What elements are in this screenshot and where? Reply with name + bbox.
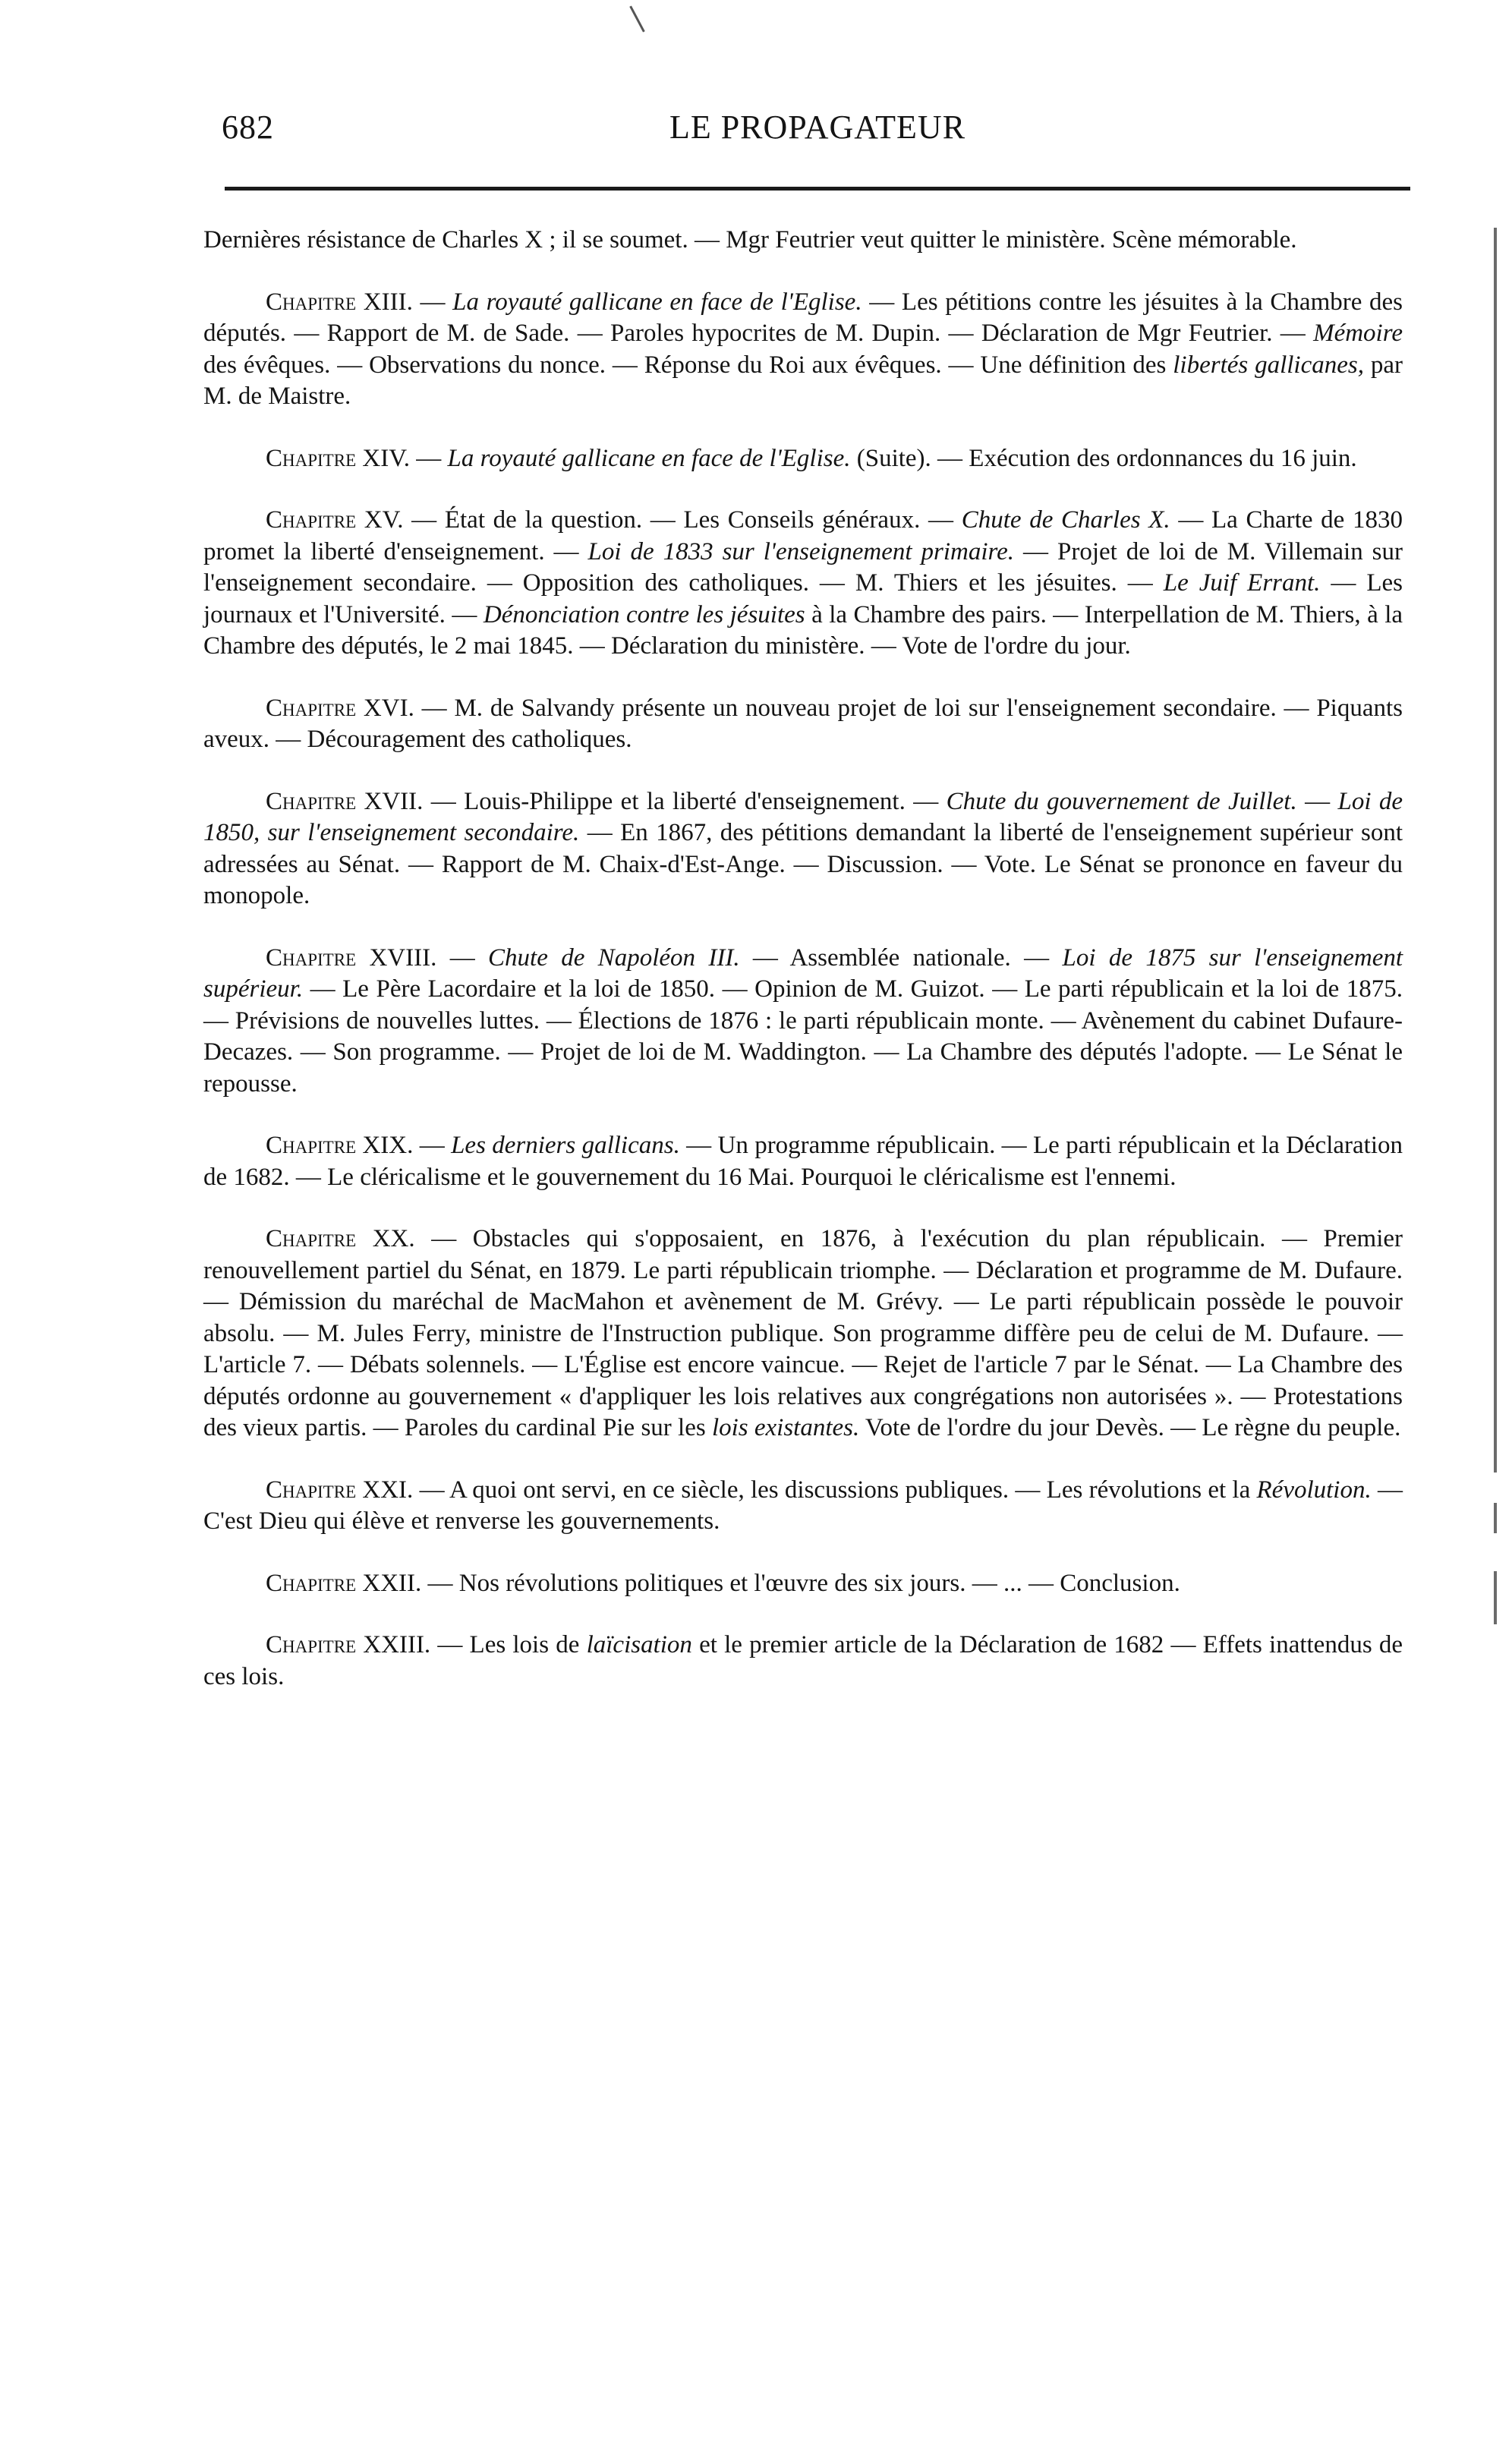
chapter-label: Chapitre XVII.: [266, 787, 424, 815]
chapter-title: La royauté gallicane en face de l'Eglise.: [452, 288, 862, 316]
chapter-17: [203, 786, 1403, 912]
chapter-22: [203, 1568, 1403, 1600]
table-of-contents-text: [203, 225, 1403, 1693]
intro-paragraph: [203, 225, 1403, 257]
chapter-label: Chapitre XXIII.: [266, 1631, 431, 1658]
chapter-text: —: [1305, 787, 1331, 815]
chapter-19: [203, 1130, 1403, 1193]
chapter-16: [203, 693, 1403, 756]
chapter-text: — Obstacles qui s'opposaient, en 1876, à l'exécution du plan républicain. — Premier renouvellement partiel du Sénat, en 1879. Le parti républicain triomphe. — Déclaration et programme de M. Dufaure. — Démission du maréchal de MacMahon et avènement de M. Grévy. — Le parti républicain possède le pouvoir absolu. — M. Jules Ferry, ministre de l'Instruction publique. Son programme diffère peu de celui de M. Dufaure. — L'article 7. — Débats solennels. — L'Église est encore vaincue. — Rejet de l'article 7 par le Sénat. — La Chambre des députés ordonne au gouvernement « d'appliquer les lois relatives aux congrégations non autorisées ». — Protestations des vieux partis. — Paroles du cardinal Pie sur les: [203, 1225, 1403, 1441]
chapter-text: par M. de Maistre.: [203, 351, 1403, 410]
margin-line: [1494, 1571, 1497, 1624]
chapter-20: [203, 1224, 1403, 1444]
chapter-emphasis: Loi de 1833 sur l'enseignement primaire.: [587, 537, 1015, 565]
chapter-emphasis: Les derniers gallicans.: [451, 1132, 680, 1159]
chapter-14: Chapitre XIV. — La royauté gallicane en face de l'Eglise. (Suite). — Exécution des ordonnances du 16 juin.: [266, 444, 1357, 472]
chapter-emphasis: Mémoire: [1313, 320, 1403, 347]
chapter-18: [203, 943, 1403, 1101]
chapter-text: — En 1867, des pétitions demandant la liberté de l'enseignement supérieur sont adressées au Sénat. — Rapport de M. Chaix-d'Est-Ange. — Discussion. — Vote. Le Sénat se prononce en faveur du monopole.: [203, 819, 1403, 909]
chapter-emphasis: Dénonciation contre les jésuites: [483, 600, 805, 628]
page-header: [222, 106, 1413, 159]
intro-text: Dernières résistance de Charles X ; il se soumet. — Mgr Feutrier veut quitter le ministère. Scène mémorable.: [203, 226, 1297, 254]
chapter-label: Chapitre XXI.: [266, 1476, 414, 1504]
chapter-label: Chapitre XV.: [266, 506, 404, 534]
chapter-text: — C'est Dieu qui élève et renverse les gouvernements.: [203, 1476, 1403, 1535]
margin-line: [1494, 228, 1497, 1473]
chapter-emphasis: lois existantes.: [711, 1414, 860, 1441]
chapter-text: — La Charte de 1830 promet la liberté d'enseignement. —: [203, 506, 1403, 565]
chapter-23: [203, 1630, 1403, 1693]
chapter-emphasis: Le Juif Errant.: [1163, 569, 1321, 597]
header-rule: [225, 187, 1410, 191]
chapter-emphasis: Chute du gouvernement de Juillet.: [946, 787, 1297, 815]
page-number: 682: [222, 109, 274, 146]
chapter-label: Chapitre XX.: [266, 1225, 415, 1252]
chapter-text: — Les lois de: [437, 1631, 580, 1658]
chapter-title: La royauté gallicane en face de l'Eglise.: [447, 444, 851, 472]
chapter-text: —: [419, 1132, 445, 1159]
chapter-text: — Les journaux et l'Université. —: [203, 569, 1403, 628]
chapter-15: [203, 505, 1403, 663]
margin-line: [1494, 1503, 1497, 1533]
chapter-emphasis: Révolution.: [1256, 1476, 1372, 1504]
chapter-label: Chapitre XIII.: [266, 288, 413, 316]
chapter-text: et le premier article de la Déclaration de 1682 — Effets inattendus de ces lois.: [203, 1631, 1403, 1690]
chapter-text: — Louis-Philippe et la liberté d'enseignement. —: [430, 787, 939, 815]
chapter-text: à la Chambre des pairs. — Interpellation de M. Thiers, à la Chambre des députés, le 2 mai 1845. — Déclaration du ministère. — Vote de l'ordre du jour.: [203, 600, 1403, 660]
chapter-label: Chapitre XIV.: [266, 444, 411, 472]
chapter-text: — Assemblée nationale. —: [752, 943, 1050, 972]
running-title: LE PROPAGATEUR: [669, 109, 966, 146]
chapter-emphasis: Chute de Napoléon III.: [488, 943, 740, 972]
chapter-text: Vote de l'ordre du jour Devès. — Le règne du peuple.: [865, 1414, 1401, 1441]
chapter-text: — Le Père Lacordaire et la loi de 1850. — Opinion de M. Guizot. — Le parti républicain et la loi de 1875. — Prévisions de nouvelles luttes. — Élections de 1876 : le parti républicain monte. — Avènement du cabinet Dufaure-Decazes. — Son programme. — Projet de loi de M. Waddington. — La Chambre des députés l'adopte. — Le Sénat le repousse.: [203, 975, 1403, 1098]
chapter-text: — A quoi ont servi, en ce siècle, les discussions publiques. — Les révolutions et la: [419, 1476, 1251, 1504]
chapter-13: Chapitre XIII. — La royauté gallicane en face de l'Eglise. — Les pétitions contre les jésuites à la Chambre des députés. — Rapport de M. de Sade. — Paroles hypocrites de M. Dupin. — Déclaration de Mgr Feutrier. — Mémoire des évêques. — Observations du nonce. — Réponse du Roi aux évêques. — Une définition des libertés gallicanes, par M. de Maistre.: [203, 288, 1403, 410]
chapter-label: Chapitre XXII.: [266, 1569, 422, 1597]
chapter-text: — Les pétitions contre les jésuites à la Chambre des députés. — Rapport de M. de Sade. — Paroles hypocrites de M. Dupin. — Déclaration de Mgr Feutrier. —: [203, 288, 1403, 347]
chapter-label: Chapitre XVI.: [266, 694, 414, 722]
chapter-text: (Suite). — Exécution des ordonnances du 16 juin.: [856, 444, 1357, 472]
chapter-text: des évêques. — Observations du nonce. — Réponse du Roi aux évêques. — Une définition des: [203, 351, 1167, 379]
chapter-text: —: [449, 943, 475, 972]
chapter-emphasis: Loi de 1850, sur l'enseignement secondaire.: [203, 787, 1403, 846]
chapter-label: Chapitre XIX.: [266, 1132, 414, 1159]
chapter-label: Chapitre XVIII.: [266, 943, 437, 972]
chapter-text: — Un programme républicain. — Le parti républicain et la Déclaration de 1682. — Le cléricalisme et le gouvernement du 16 Mai. Pourquoi le cléricalisme est l'ennemi.: [203, 1132, 1403, 1191]
chapter-emphasis: libertés gallicanes,: [1173, 351, 1364, 379]
chapter-text: — M. de Salvandy présente un nouveau projet de loi sur l'enseignement secondaire. — Piquants aveux. — Découragement des catholiques.: [203, 694, 1403, 753]
chapter-emphasis: Chute de Charles X.: [961, 506, 1170, 534]
scan-mark: [629, 6, 644, 33]
chapter-text: — Projet de loi de M. Villemain sur l'enseignement secondaire. — Opposition des catholiques. — M. Thiers et les jésuites. —: [203, 537, 1403, 597]
chapter-text: — Nos révolutions politiques et l'œuvre des six jours. — ... — Conclusion.: [427, 1569, 1180, 1597]
chapter-21: [203, 1475, 1403, 1538]
chapter-text: — État de la question. — Les Conseils généraux. —: [411, 506, 954, 534]
chapter-emphasis: laïcisation: [586, 1631, 692, 1658]
chapter-emphasis: Loi de 1875 sur l'enseignement supérieur.: [203, 943, 1403, 1003]
